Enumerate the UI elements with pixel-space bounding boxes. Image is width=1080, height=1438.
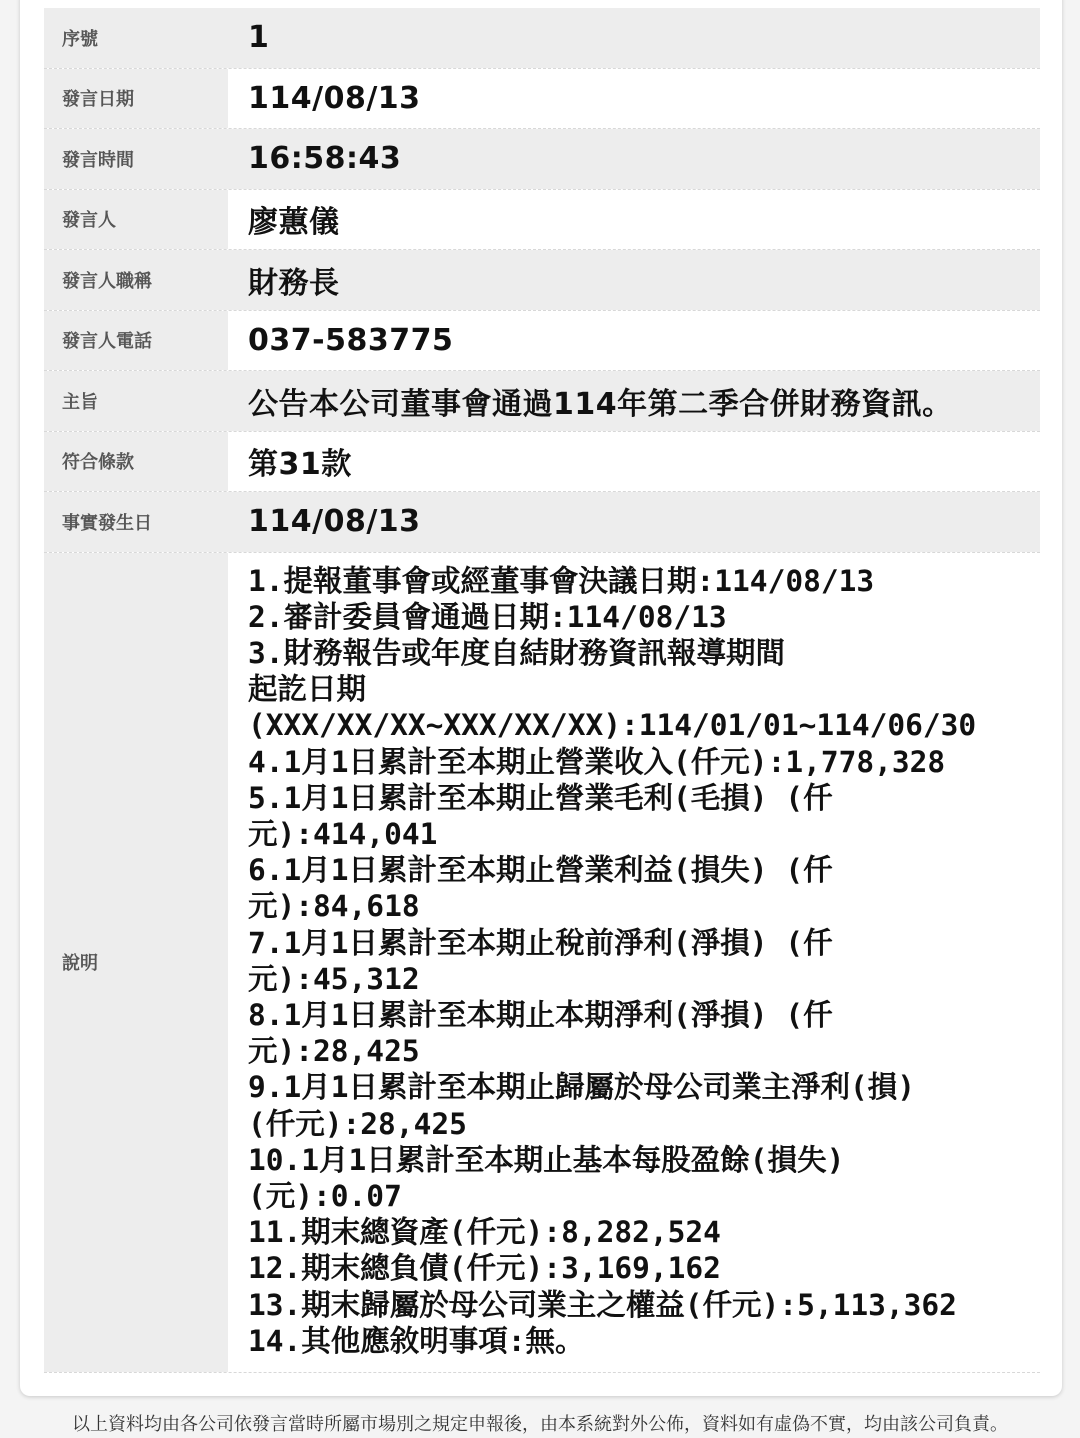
row-speaker-title [44,250,1040,311]
description-line: 14.其他應敘明事項:無。 [248,1323,585,1358]
row-speaker-phone [44,311,1040,372]
description-line: 7.1月1日累計至本期止稅前淨利(淨損) (仟 [248,925,833,960]
value-speaker-phone: 037-583775 [248,322,454,358]
description-line: 起訖日期 [248,672,367,707]
description-line: 元):84,618 [248,889,420,924]
description-lines [248,563,1028,1359]
description-line: 5.1月1日累計至本期止營業毛利(毛損) (仟 [248,780,833,815]
disclaimer-footer: 以上資料均由各公司依發言當時所屬市場別之規定申報後，由本系統對外公佈，資料如有虛偽不實，均由該公司負責。 [72,1414,1008,1435]
row-time [44,129,1040,190]
row-clause [44,432,1040,493]
value-fact-date: 114/08/13 [228,492,1040,552]
label-speaker-phone: 發言人電話 [44,311,228,371]
row-serial [44,8,1040,69]
description-line: 12.期末總負債(仟元):3,169,162 [248,1251,721,1286]
value-serial: 1 [228,8,1040,68]
value-speaker-title: 財務長 [228,250,1040,310]
row-speaker [44,190,1040,251]
description-line: 13.期末歸屬於母公司業主之權益(仟元):5,113,362 [248,1287,957,1322]
description-line: (仟元):28,425 [248,1106,467,1141]
label-fact-date: 事實發生日 [44,492,228,552]
description-line: 1.提報董事會或經董事會決議日期:114/08/13 [248,563,875,598]
value-speaker: 廖蕙儀 [248,205,340,241]
value-time: 16:58:43 [228,129,1040,189]
description-line: (元):0.07 [248,1178,402,1213]
label-speaker-title: 發言人職稱 [44,250,228,310]
description-line: 2.審計委員會通過日期:114/08/13 [248,599,727,634]
label-serial: 序號 [44,8,228,68]
description-line: 11.期末總資產(仟元):8,282,524 [248,1215,721,1250]
row-date [44,69,1040,130]
row-fact-date [44,492,1040,553]
value-subject: 公告本公司董事會通過114年第二季合併財務資訊。 [228,371,1040,431]
label-speaker: 發言人 [44,190,228,250]
description-line: 元):28,425 [248,1034,420,1069]
value-date: 114/08/13 [248,80,421,116]
description-line: 10.1月1日累計至本期止基本每股盈餘(損失) [248,1142,845,1177]
description-line: 8.1月1日累計至本期止本期淨利(淨損) (仟 [248,997,833,1032]
announcement-table [44,8,1040,1373]
label-subject: 主旨 [44,371,228,431]
label-clause: 符合條款 [44,432,228,492]
description-line: 6.1月1日累計至本期止營業利益(損失) (仟 [248,853,833,888]
value-clause: 第31款 [248,447,352,483]
value-description [228,553,1040,1372]
label-time: 發言時間 [44,129,228,189]
row-description [44,553,1040,1373]
description-line: 元):45,312 [248,961,420,996]
description-line: 9.1月1日累計至本期止歸屬於母公司業主淨利(損) [248,1070,916,1105]
description-line: 元):414,041 [248,816,438,851]
description-line: (XXX/XX/XX~XXX/XX/XX):114/01/01~114/06/30 [248,708,977,743]
row-subject [44,371,1040,432]
label-date: 發言日期 [44,69,228,129]
description-line: 3.財務報告或年度自結財務資訊報導期間 [248,635,786,670]
label-description: 說明 [44,553,228,1372]
description-line: 4.1月1日累計至本期止營業收入(仟元):1,778,328 [248,744,946,779]
